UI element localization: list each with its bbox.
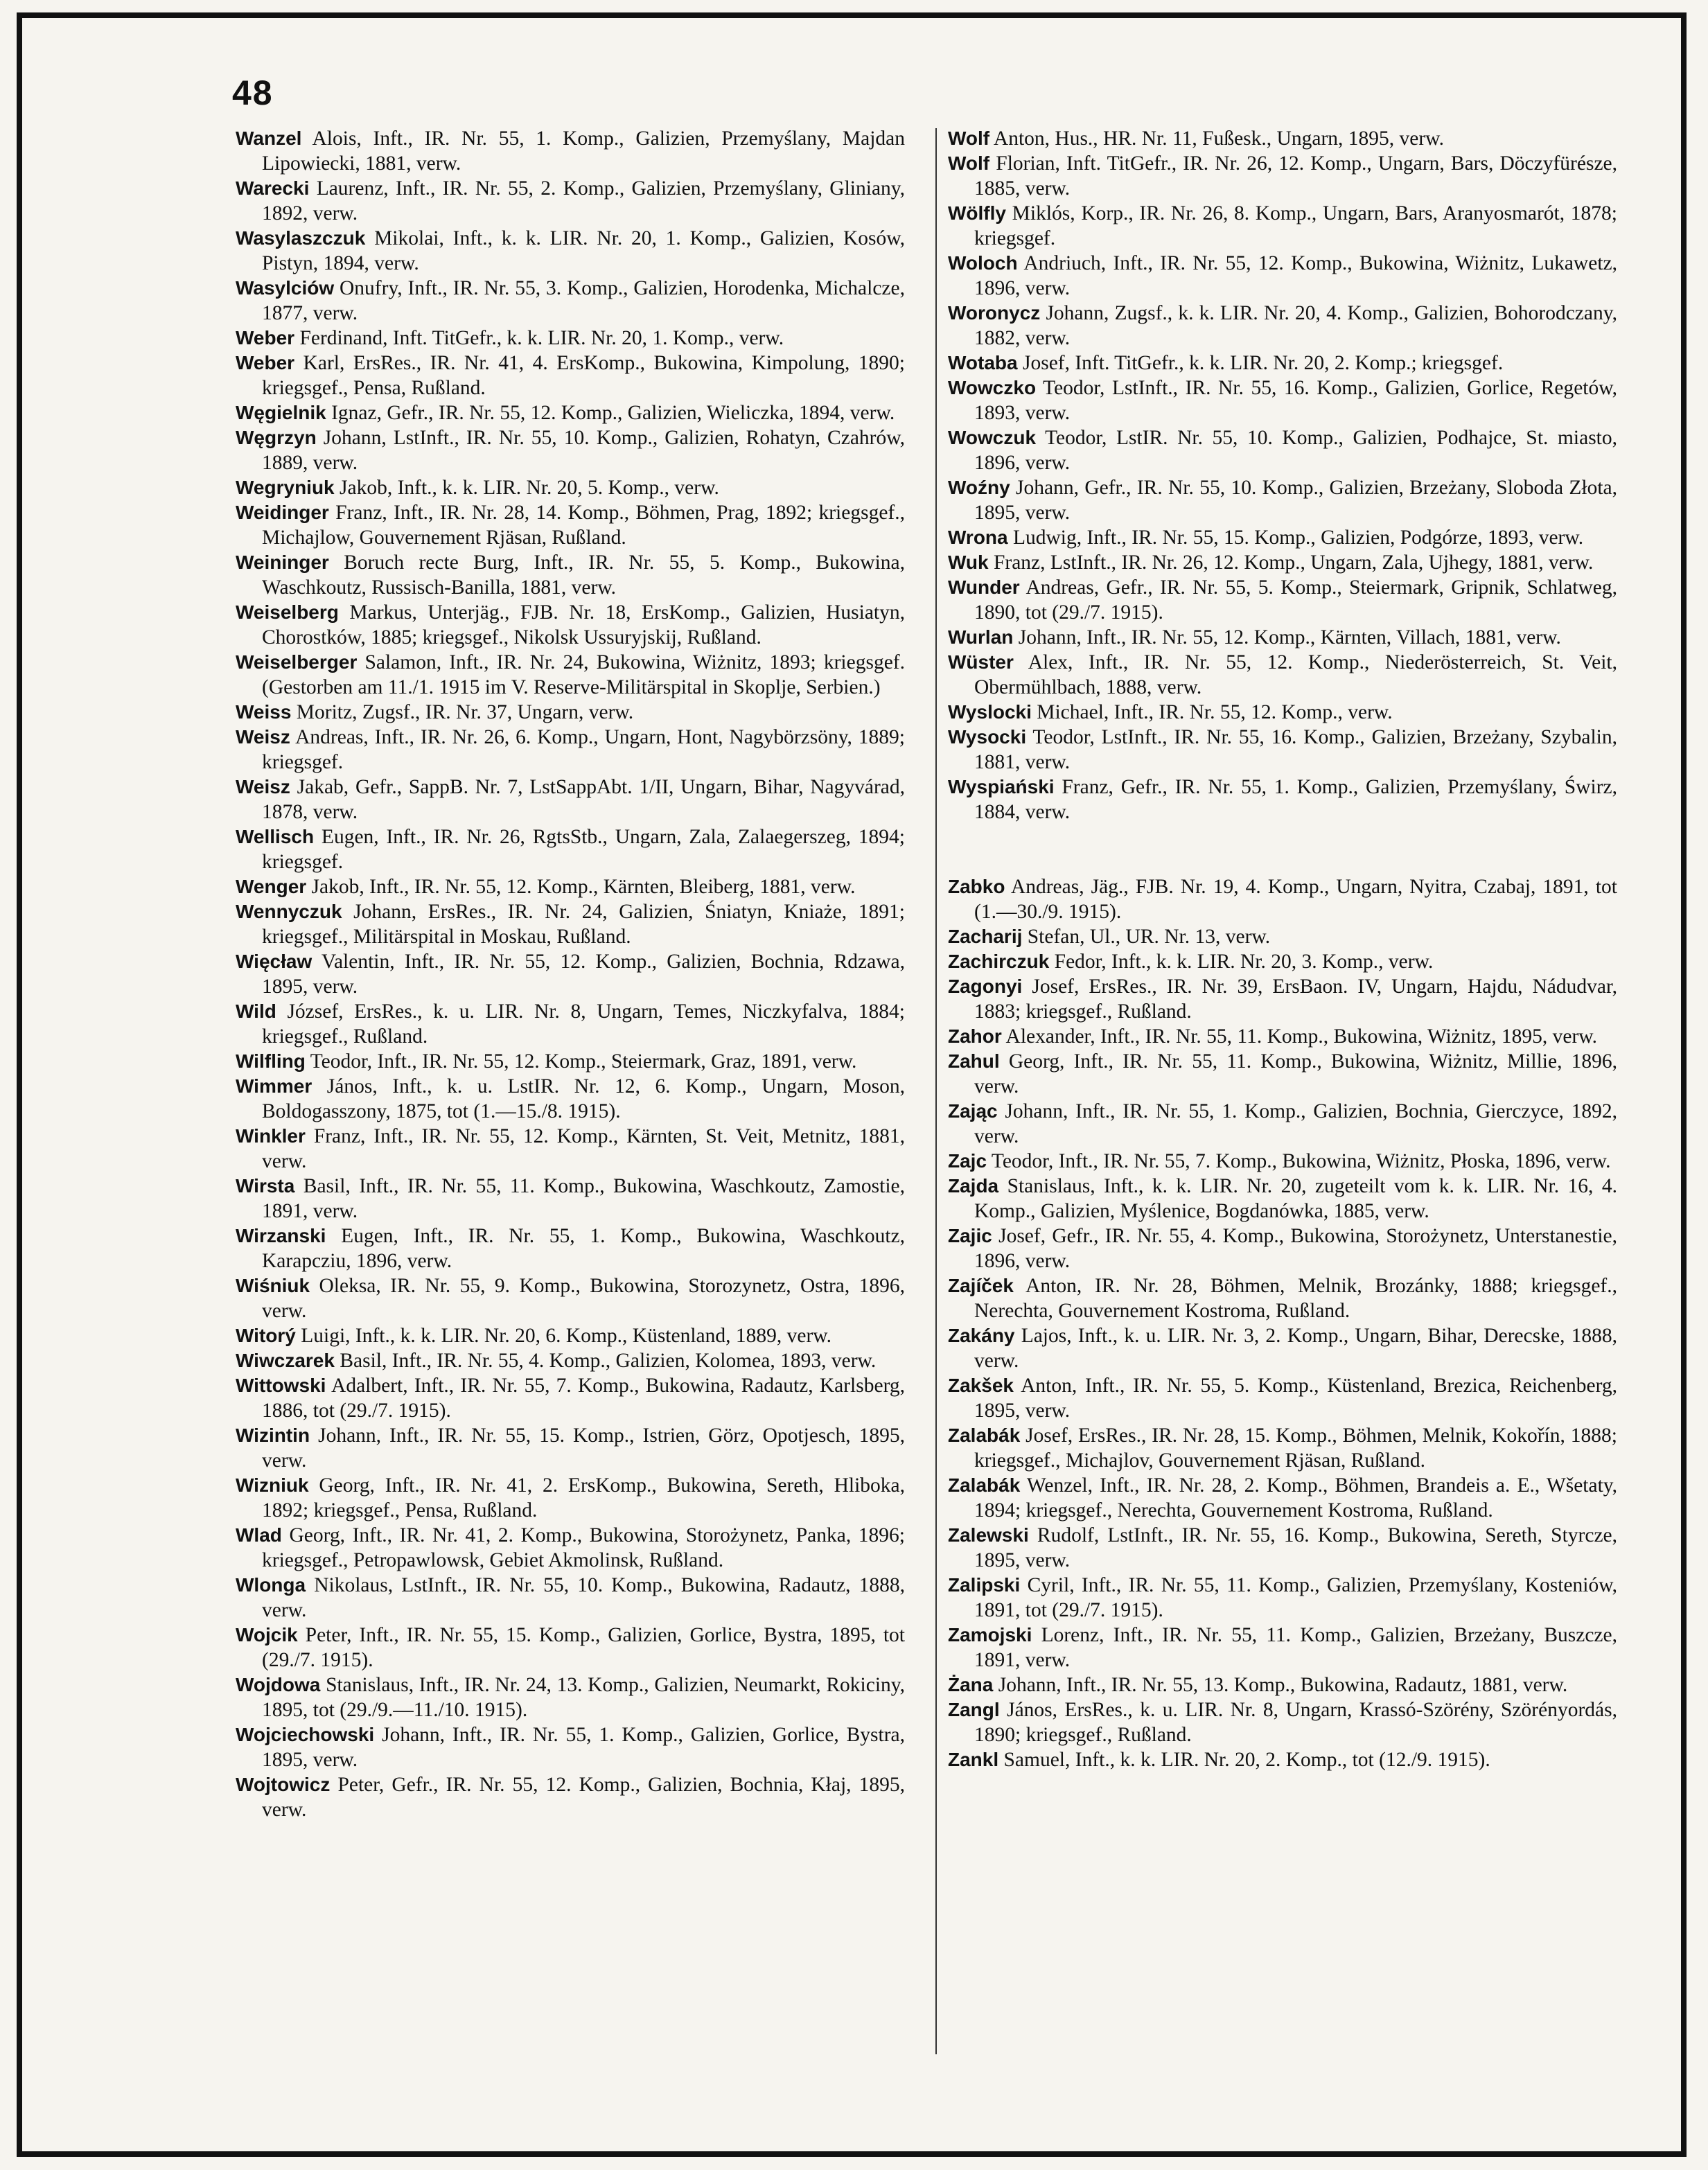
entry-surname: Zachirczuk <box>948 951 1050 972</box>
entry-details: Johann, Inft., IR. Nr. 55, 1. Komp., Galizien, Gorlice, Bystra, 1895, verw. <box>262 1724 905 1771</box>
register-entry <box>948 1149 1617 1174</box>
entry-details: József, ErsRes., k. u. LIR. Nr. 8, Ungarn, Temes, Niczkyfalva, 1884; kriegsgef., Rußland. <box>262 1000 906 1048</box>
entry-surname: Wojcik <box>236 1624 298 1646</box>
entry-details: Johann, LstInft., IR. Nr. 55, 10. Komp., Galizien, Rohatyn, Czahrów, 1889, verw. <box>262 427 906 474</box>
entry-details: Alexander, Inft., IR. Nr. 55, 11. Komp., Bukowina, Wiżnitz, 1895, verw. <box>1005 1025 1598 1048</box>
register-entry <box>236 1124 905 1174</box>
entry-details: Anton, IR. Nr. 28, Böhmen, Melnik, Brozánky, 1888; kriegsgef., Nerechta, Gouvernement Kostroma, Rußland. <box>974 1275 1617 1322</box>
entry-surname: Wowczuk <box>948 427 1037 448</box>
entry-surname: Wüster <box>948 651 1014 673</box>
entry-details: Josef, ErsRes., IR. Nr. 39, ErsBaon. IV, Ungarn, Hajdu, Nádudvar, 1883; kriegsgef., Rußland. <box>974 976 1618 1023</box>
register-entry <box>948 1673 1617 1697</box>
entry-details: Luigi, Inft., k. k. LIR. Nr. 20, 6. Komp., Küstenland, 1889, verw. <box>301 1325 832 1347</box>
entry-surname: Wowczko <box>948 377 1037 398</box>
register-entry <box>236 226 905 276</box>
entry-details: Teodor, LstInft., IR. Nr. 55, 16. Komp., Galizien, Brzeżany, Szybalin, 1881, verw. <box>974 726 1618 773</box>
register-entry <box>236 824 905 874</box>
register-entry <box>236 276 905 326</box>
entry-details: Johann, Inft., IR. Nr. 55, 13. Komp., Bukowina, Radautz, 1881, verw. <box>998 1674 1568 1696</box>
entry-surname: Zamojski <box>948 1624 1032 1646</box>
register-entry <box>236 1348 905 1373</box>
entry-details: Jakob, Inft., IR. Nr. 55, 12. Komp., Kärnten, Bleiberg, 1881, verw. <box>311 876 856 898</box>
entry-surname: Zajc <box>948 1150 987 1172</box>
entry-details: Oleksa, IR. Nr. 55, 9. Komp., Bukowina, Storozynetz, Ostra, 1896, verw. <box>262 1275 905 1322</box>
entry-details: Franz, Gefr., IR. Nr. 55, 1. Komp., Galizien, Przemyślany, Świrz, 1884, verw. <box>974 776 1617 823</box>
entry-surname: Zahul <box>948 1050 1000 1072</box>
entry-details: Andreas, Inft., IR. Nr. 26, 6. Komp., Ungarn, Hont, Nagybörzsöny, 1889; kriegsgef. <box>262 726 906 773</box>
entry-details: Anton, Hus., HR. Nr. 11, Fußesk., Ungarn, 1895, verw. <box>993 127 1444 150</box>
entry-surname: Weiselberger <box>236 651 358 673</box>
entry-surname: Weber <box>236 352 295 373</box>
right-column <box>948 126 1617 1772</box>
entry-surname: Wyspiański <box>948 776 1055 797</box>
register-entry <box>236 650 905 700</box>
entry-surname: Zając <box>948 1100 998 1122</box>
register-entry <box>236 775 905 824</box>
register-entry <box>236 1049 905 1074</box>
entry-details: Basil, Inft., IR. Nr. 55, 4. Komp., Galizien, Kolomea, 1893, verw. <box>340 1350 877 1372</box>
entry-details: Boruch recte Burg, Inft., IR. Nr. 55, 5. Komp., Bukowina, Waschkoutz, Russisch-Banilla, 1881, verw. <box>262 552 906 599</box>
register-entry <box>236 1573 905 1623</box>
register-entry <box>236 725 905 775</box>
entry-surname: Węgrzyn <box>236 427 317 448</box>
entry-surname: Zalabák <box>948 1474 1021 1496</box>
entry-surname: Wennyczuk <box>236 901 342 922</box>
register-entry <box>948 525 1617 550</box>
entry-details: Karl, ErsRes., IR. Nr. 41, 4. ErsKomp., Bukowina, Kimpolung, 1890; kriegsgef., Pensa, Rußland. <box>262 352 905 399</box>
entry-details: Mikolai, Inft., k. k. LIR. Nr. 20, 1. Komp., Galizien, Kosów, Pistyn, 1894, verw. <box>262 227 905 274</box>
register-entry <box>236 176 905 226</box>
entry-surname: Zalipski <box>948 1574 1021 1596</box>
entry-surname: Wuk <box>948 552 989 573</box>
entry-details: Ferdinand, Inft. TitGefr., k. k. LIR. Nr. 20, 1. Komp., verw. <box>299 327 784 349</box>
entry-details: Andreas, Gefr., IR. Nr. 55, 5. Komp., Steiermark, Gripnik, Schlatweg, 1890, tot (29./7. 1915). <box>974 576 1618 624</box>
entry-surname: Wölfly <box>948 202 1006 224</box>
entry-surname: Woronycz <box>948 302 1041 324</box>
entry-details: Laurenz, Inft., IR. Nr. 55, 2. Komp., Galizien, Przemyślany, Gliniany, 1892, verw. <box>262 177 905 224</box>
right-column-w-section <box>948 126 1617 824</box>
entry-details: Georg, Inft., IR. Nr. 41, 2. ErsKomp., Bukowina, Sereth, Hliboka, 1892; kriegsgef., Pensa, Rußland. <box>262 1474 906 1521</box>
register-entry <box>948 650 1617 700</box>
entry-surname: Warecki <box>236 177 310 199</box>
entry-details: Wenzel, Inft., IR. Nr. 28, 2. Komp., Böhmen, Brandeis a. E., Wšetaty, 1894; kriegsgef., Nerechta, Gouvernement Kostroma, Rußland. <box>974 1474 1618 1521</box>
entry-details: Teodor, LstInft., IR. Nr. 55, 16. Komp., Galizien, Gorlice, Regetów, 1893, verw. <box>974 377 1618 424</box>
entry-surname: Weisz <box>236 726 290 748</box>
entry-details: János, ErsRes., k. u. LIR. Nr. 8, Ungarn, Krassó-Szörény, Szörényordás, 1890; kriegsgef., Rußland. <box>974 1699 1617 1746</box>
register-entry <box>236 326 905 351</box>
entry-details: Johann, ErsRes., IR. Nr. 24, Galizien, Śniatyn, Kniaże, 1891; kriegsgef., Militärspital in Moskau, Rußland. <box>262 901 905 948</box>
register-entry <box>948 425 1617 475</box>
register-entry <box>948 1024 1617 1049</box>
entry-details: Nikolaus, LstInft., IR. Nr. 55, 10. Komp., Bukowina, Radautz, 1888, verw. <box>262 1574 905 1621</box>
register-entry <box>948 725 1617 775</box>
entry-details: Fedor, Inft., k. k. LIR. Nr. 20, 3. Komp., verw. <box>1054 951 1434 973</box>
entry-details: Johann, Zugsf., k. k. LIR. Nr. 20, 4. Komp., Galizien, Bohorodczany, 1882, verw. <box>974 302 1617 349</box>
entry-details: Ignaz, Gefr., IR. Nr. 55, 12. Komp., Galizien, Wieliczka, 1894, verw. <box>331 402 895 424</box>
entry-details: Franz, LstInft., IR. Nr. 26, 12. Komp., Ungarn, Zala, Ujhegy, 1881, verw. <box>993 552 1594 574</box>
register-entry <box>236 126 905 176</box>
entry-details: Peter, Inft., IR. Nr. 55, 15. Komp., Galizien, Gorlice, Bystra, 1895, tot (29./7. 1915). <box>262 1624 905 1671</box>
register-entry <box>236 1074 905 1124</box>
entry-surname: Zagonyi <box>948 976 1023 997</box>
entry-details: Miklós, Korp., IR. Nr. 26, 8. Komp., Ungarn, Bars, Aranyosmarót, 1878; kriegsgef. <box>974 202 1617 249</box>
register-entry <box>236 400 905 425</box>
register-entry <box>948 700 1617 725</box>
entry-surname: Wasylaszczuk <box>236 227 366 249</box>
entry-details: Lorenz, Inft., IR. Nr. 55, 11. Komp., Galizien, Brzeżany, Buszcze, 1891, verw. <box>974 1624 1617 1671</box>
entry-surname: Zabko <box>948 876 1005 897</box>
entry-details: Jakob, Inft., k. k. LIR. Nr. 20, 5. Komp., verw. <box>340 477 719 499</box>
register-entry <box>236 1722 905 1772</box>
register-entry <box>236 1174 905 1224</box>
entry-details: Eugen, Inft., IR. Nr. 26, RgtsStb., Ungarn, Zala, Zalaegerszeg, 1894; kriegsgef. <box>262 826 905 873</box>
register-entry <box>236 1323 905 1348</box>
entry-surname: Więcław <box>236 951 312 972</box>
register-entry <box>236 899 905 949</box>
entry-surname: Zakšek <box>948 1375 1014 1396</box>
register-entry <box>236 600 905 650</box>
entry-surname: Woźny <box>948 477 1010 498</box>
entry-surname: Wilfling <box>236 1050 306 1072</box>
register-entry <box>948 1099 1617 1149</box>
entry-surname: Zahor <box>948 1025 1002 1047</box>
entry-surname: Żana <box>948 1674 994 1695</box>
entry-details: Onufry, Inft., IR. Nr. 55, 3. Komp., Galizien, Horodenka, Michalcze, 1877, verw. <box>262 277 905 324</box>
entry-surname: Wotaba <box>948 352 1018 373</box>
entry-details: Teodor, Inft., IR. Nr. 55, 7. Komp., Bukowina, Wiżnitz, Płoska, 1896, verw. <box>991 1150 1611 1172</box>
register-entry <box>948 151 1617 201</box>
register-entry <box>948 550 1617 575</box>
entry-details: Jakab, Gefr., SappB. Nr. 7, LstSappAbt. 1/II, Ungarn, Bihar, Nagyvárad, 1878, verw. <box>262 776 906 823</box>
register-entry <box>948 1049 1617 1099</box>
entry-details: Rudolf, LstInft., IR. Nr. 55, 16. Komp., Bukowina, Sereth, Styrcze, 1895, verw. <box>974 1524 1618 1571</box>
register-entry <box>948 1273 1617 1323</box>
register-entry <box>236 1673 905 1722</box>
entry-surname: Wittowski <box>236 1375 326 1396</box>
entry-surname: Zalewski <box>948 1524 1029 1546</box>
register-entry <box>948 1373 1617 1423</box>
entry-surname: Wolf <box>948 127 990 149</box>
entry-surname: Wenger <box>236 876 307 897</box>
entry-surname: Wlonga <box>236 1574 306 1596</box>
entry-surname: Wiwczarek <box>236 1350 335 1371</box>
entry-details: Johann, Inft., IR. Nr. 55, 1. Komp., Galizien, Bochnia, Gierczyce, 1892, verw. <box>974 1100 1617 1147</box>
entry-details: Samuel, Inft., k. k. LIR. Nr. 20, 2. Komp., tot (12./9. 1915). <box>1003 1749 1490 1771</box>
entry-surname: Weisz <box>236 776 290 797</box>
entry-details: Peter, Gefr., IR. Nr. 55, 12. Komp., Galizien, Bochnia, Kłaj, 1895, verw. <box>262 1774 906 1821</box>
register-entry <box>948 949 1617 974</box>
entry-surname: Wimmer <box>236 1075 312 1097</box>
entry-details: Georg, Inft., IR. Nr. 41, 2. Komp., Bukowina, Storożynetz, Panka, 1896; kriegsgef., Petropawlowsk, Gebiet Akmolinsk, Rußland. <box>262 1524 905 1571</box>
entry-details: Moritz, Zugsf., IR. Nr. 37, Ungarn, verw. <box>296 701 634 723</box>
section-gap <box>948 824 1617 874</box>
register-entry <box>236 1224 905 1273</box>
entry-surname: Zankl <box>948 1749 999 1770</box>
entry-details: Salamon, Inft., IR. Nr. 24, Bukowina, Wiżnitz, 1893; kriegsgef. (Gestorben am 11./1. 1915 im V. Reserve-Militärspital in Skoplje, Serbien.) <box>262 651 905 698</box>
entry-details: János, Inft., k. u. LstIR. Nr. 12, 6. Komp., Ungarn, Moson, Boldogasszony, 1875, tot (1.—15./8. 1915). <box>262 1075 906 1122</box>
entry-surname: Weiss <box>236 701 292 723</box>
register-entry <box>948 575 1617 625</box>
register-entry <box>948 874 1617 924</box>
entry-details: Andriuch, Inft., IR. Nr. 55, 12. Komp., Bukowina, Wiżnitz, Lukawetz, 1896, verw. <box>974 252 1617 299</box>
register-entry <box>236 1623 905 1673</box>
entry-surname: Wellisch <box>236 826 315 847</box>
entry-details: Eugen, Inft., IR. Nr. 55, 1. Komp., Bukowina, Waschkoutz, Karapcziu, 1896, verw. <box>262 1225 905 1272</box>
entry-surname: Wizintin <box>236 1424 310 1446</box>
register-entry <box>948 351 1617 376</box>
entry-details: Stefan, Ul., UR. Nr. 13, verw. <box>1027 926 1271 948</box>
register-entry <box>948 301 1617 351</box>
entry-surname: Weininger <box>236 552 329 573</box>
entry-surname: Wild <box>236 1000 276 1022</box>
entry-surname: Weiselberg <box>236 601 339 623</box>
entry-surname: Woloch <box>948 252 1018 274</box>
entry-surname: Wyslocki <box>948 701 1032 723</box>
entry-details: Alois, Inft., IR. Nr. 55, 1. Komp., Galizien, Przemyślany, Majdan Lipowiecki, 1881, verw. <box>262 127 905 175</box>
register-entry <box>236 550 905 600</box>
entry-surname: Wunder <box>948 576 1020 598</box>
entry-details: Franz, Inft., IR. Nr. 28, 14. Komp., Böhmen, Prag, 1892; kriegsgef., Michajlow, Gouvernement Rjäsan, Rußland. <box>262 502 905 549</box>
register-entry <box>236 475 905 500</box>
entry-surname: Wegryniuk <box>236 477 335 498</box>
entry-details: Florian, Inft. TitGefr., IR. Nr. 26, 12. Komp., Ungarn, Bars, Döczyfürésze, 1885, verw. <box>974 152 1618 200</box>
register-entry <box>948 775 1617 824</box>
entry-surname: Wysocki <box>948 726 1027 748</box>
register-entry <box>948 1174 1617 1224</box>
register-entry <box>236 1273 905 1323</box>
register-entry <box>948 251 1617 301</box>
entry-details: Teodor, Inft., IR. Nr. 55, 12. Komp., Steiermark, Graz, 1891, verw. <box>310 1050 857 1073</box>
entry-details: Stanislaus, Inft., k. k. LIR. Nr. 20, zugeteilt vom k. k. LIR. Nr. 16, 4. Komp., Galizien, Myślenice, Bogdanówka, 1885, verw. <box>974 1175 1617 1222</box>
register-entry <box>948 1523 1617 1573</box>
entry-surname: Wrona <box>948 527 1008 548</box>
entry-details: Lajos, Inft., k. u. LIR. Nr. 3, 2. Komp., Ungarn, Bihar, Derecske, 1888, verw. <box>974 1325 1617 1372</box>
entry-surname: Zakány <box>948 1325 1015 1346</box>
entry-surname: Zangl <box>948 1699 1000 1720</box>
entry-details: Stanislaus, Inft., IR. Nr. 24, 13. Komp., Galizien, Neumarkt, Rokiciny, 1895, tot (29./9.—11./10. 1915). <box>262 1674 905 1721</box>
register-entry <box>948 1747 1617 1772</box>
entry-surname: Zajda <box>948 1175 999 1197</box>
entry-details: Johann, Gefr., IR. Nr. 55, 10. Komp., Galizien, Brzeżany, Sloboda Złota, 1895, verw. <box>974 477 1618 524</box>
entry-details: Johann, Inft., IR. Nr. 55, 12. Komp., Kärnten, Villach, 1881, verw. <box>1018 626 1561 649</box>
entry-details: Josef, ErsRes., IR. Nr. 28, 15. Komp., Böhmen, Melnik, Kokořín, 1888; kriegsgef., Michajlov, Gouvernement Rjäsan, Rußland. <box>974 1424 1618 1472</box>
register-entry <box>948 1697 1617 1747</box>
register-entry <box>948 924 1617 949</box>
entry-surname: Wanzel <box>236 127 302 149</box>
register-entry <box>948 126 1617 151</box>
entry-surname: Wirsta <box>236 1175 295 1197</box>
entry-surname: Weidinger <box>236 502 329 523</box>
register-entry <box>236 700 905 725</box>
register-entry <box>948 201 1617 251</box>
entry-details: Basil, Inft., IR. Nr. 55, 11. Komp., Bukowina, Waschkoutz, Zamostie, 1891, verw. <box>262 1175 906 1222</box>
entry-surname: Zajic <box>948 1225 992 1246</box>
entry-surname: Wlad <box>236 1524 282 1546</box>
register-entry <box>948 475 1617 525</box>
entry-surname: Węgielnik <box>236 402 326 423</box>
entry-surname: Wojdowa <box>236 1674 321 1695</box>
register-entry <box>948 1323 1617 1373</box>
entry-surname: Wiśniuk <box>236 1275 310 1296</box>
column-divider <box>935 128 937 2054</box>
entry-details: Teodor, LstIR. Nr. 55, 10. Komp., Galizien, Podhajce, St. miasto, 1896, verw. <box>974 427 1617 474</box>
entry-surname: Zalabák <box>948 1424 1021 1446</box>
entry-details: Georg, Inft., IR. Nr. 55, 11. Komp., Bukowina, Wiżnitz, Millie, 1896, verw. <box>974 1050 1617 1097</box>
entry-details: Anton, Inft., IR. Nr. 55, 5. Komp., Küstenland, Brezica, Reichenberg, 1895, verw. <box>974 1375 1617 1422</box>
register-entry <box>236 500 905 550</box>
entry-surname: Wizniuk <box>236 1474 309 1496</box>
register-entry <box>236 1373 905 1423</box>
entry-details: Franz, Inft., IR. Nr. 55, 12. Komp., Kärnten, St. Veit, Metnitz, 1881, verw. <box>262 1125 905 1172</box>
entry-details: Valentin, Inft., IR. Nr. 55, 12. Komp., Galizien, Bochnia, Rdzawa, 1895, verw. <box>262 951 905 998</box>
register-entry <box>948 1423 1617 1473</box>
register-entry <box>948 1623 1617 1673</box>
entry-details: Cyril, Inft., IR. Nr. 55, 11. Komp., Galizien, Przemyślany, Kosteniów, 1891, tot (29./7. 1915). <box>974 1574 1617 1621</box>
entry-surname: Wirzanski <box>236 1225 326 1246</box>
entry-surname: Wurlan <box>948 626 1014 648</box>
register-entry <box>236 874 905 899</box>
entry-surname: Wojtowicz <box>236 1774 331 1795</box>
entry-surname: Zajíček <box>948 1275 1014 1296</box>
entry-surname: Zacharij <box>948 926 1023 947</box>
entry-details: Alex, Inft., IR. Nr. 55, 12. Komp., Niederösterreich, St. Veit, Obermühlbach, 1888, verw. <box>974 651 1617 698</box>
register-entry <box>236 999 905 1049</box>
register-entry <box>948 1473 1617 1523</box>
entry-details: Markus, Unterjäg., FJB. Nr. 18, ErsKomp., Galizien, Husiatyn, Chorostków, 1885; kriegsgef., Nikolsk Ussuryjskij, Rußland. <box>262 601 905 649</box>
left-column <box>236 126 905 1822</box>
register-entry <box>948 1573 1617 1623</box>
register-entry <box>236 1772 905 1822</box>
register-entry <box>948 974 1617 1024</box>
entry-surname: Winkler <box>236 1125 306 1147</box>
entry-details: Michael, Inft., IR. Nr. 55, 12. Komp., verw. <box>1037 701 1393 723</box>
register-entry <box>236 1423 905 1473</box>
right-column-z-section <box>948 874 1617 1772</box>
entry-surname: Weber <box>236 327 295 349</box>
entry-surname: Witorý <box>236 1325 296 1346</box>
register-entry <box>236 1523 905 1573</box>
register-entry <box>948 625 1617 650</box>
register-entry <box>236 351 905 400</box>
register-entry <box>236 425 905 475</box>
entry-details: Adalbert, Inft., IR. Nr. 55, 7. Komp., Bukowina, Radautz, Karlsberg, 1886, tot (29./7. 1915). <box>262 1375 905 1422</box>
entry-details: Ludwig, Inft., IR. Nr. 55, 15. Komp., Galizien, Podgórze, 1893, verw. <box>1012 527 1584 549</box>
register-entry <box>948 376 1617 425</box>
register-entry <box>236 1473 905 1523</box>
entry-details: Josef, Gefr., IR. Nr. 55, 4. Komp., Bukowina, Storożynetz, Unterstanestie, 1896, verw. <box>974 1225 1618 1272</box>
entry-details: Andreas, Jäg., FJB. Nr. 19, 4. Komp., Ungarn, Nyitra, Czabaj, 1891, tot (1.—30./9. 1915). <box>974 876 1618 923</box>
entry-surname: Wolf <box>948 152 990 174</box>
register-entry <box>948 1224 1617 1273</box>
entry-details: Josef, Inft. TitGefr., k. k. LIR. Nr. 20, 2. Komp.; kriegsgef. <box>1022 352 1504 374</box>
entry-surname: Wasylciów <box>236 277 335 299</box>
entry-details: Johann, Inft., IR. Nr. 55, 15. Komp., Istrien, Görz, Opotjesch, 1895, verw. <box>262 1424 906 1472</box>
register-entry <box>236 949 905 999</box>
page-number: 48 <box>232 73 274 112</box>
entry-surname: Wojciechowski <box>236 1724 375 1745</box>
